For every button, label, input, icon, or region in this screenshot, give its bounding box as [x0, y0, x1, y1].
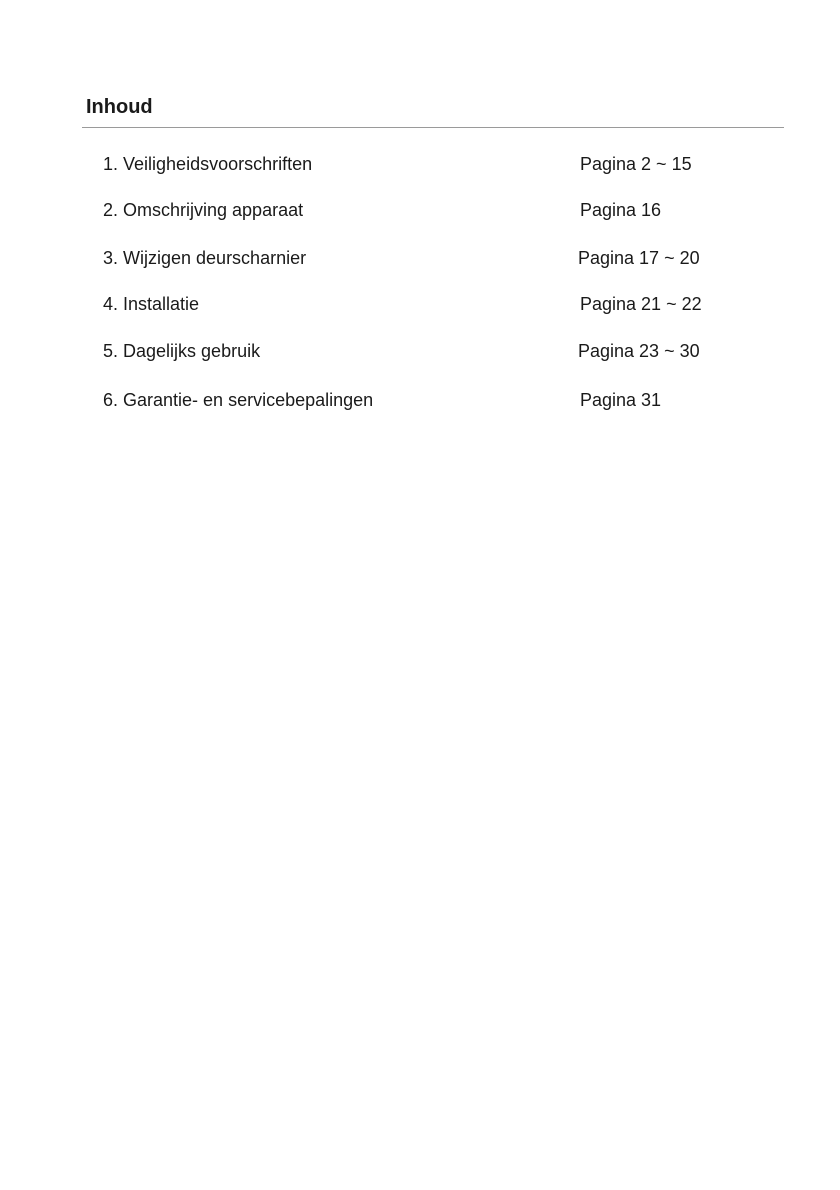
toc-entry-label: 3. Wijzigen deurscharnier — [103, 248, 307, 268]
toc-entry-label: 2. Omschrijving apparaat — [103, 200, 304, 220]
toc-entry-3[interactable] — [0, 246, 840, 270]
toc-entry-page: Pagina 16 — [580, 200, 662, 220]
title-divider — [82, 127, 784, 128]
toc-entry-page: Pagina 31 — [580, 390, 662, 410]
toc-entry-1[interactable] — [0, 152, 840, 176]
page-title: Inhoud — [86, 96, 153, 118]
toc-entry-2[interactable] — [0, 198, 840, 222]
toc-entry-page: Pagina 21 ~ 22 — [580, 294, 702, 314]
toc-entry-4[interactable] — [0, 292, 840, 316]
toc-entry-label: 5. Dagelijks gebruik — [103, 341, 261, 361]
toc-entry-label: 4. Installatie — [103, 294, 200, 314]
toc-entry-page: Pagina 17 ~ 20 — [578, 248, 700, 268]
toc-entry-page: Pagina 2 ~ 15 — [580, 154, 692, 174]
toc-entry-label: 1. Veiligheidsvoorschriften — [103, 154, 313, 174]
toc-entry-5[interactable] — [0, 339, 840, 363]
toc-entry-page: Pagina 23 ~ 30 — [578, 341, 700, 361]
toc-entry-label: 6. Garantie- en servicebepalingen — [103, 390, 374, 410]
toc-entry-6[interactable] — [0, 388, 840, 412]
